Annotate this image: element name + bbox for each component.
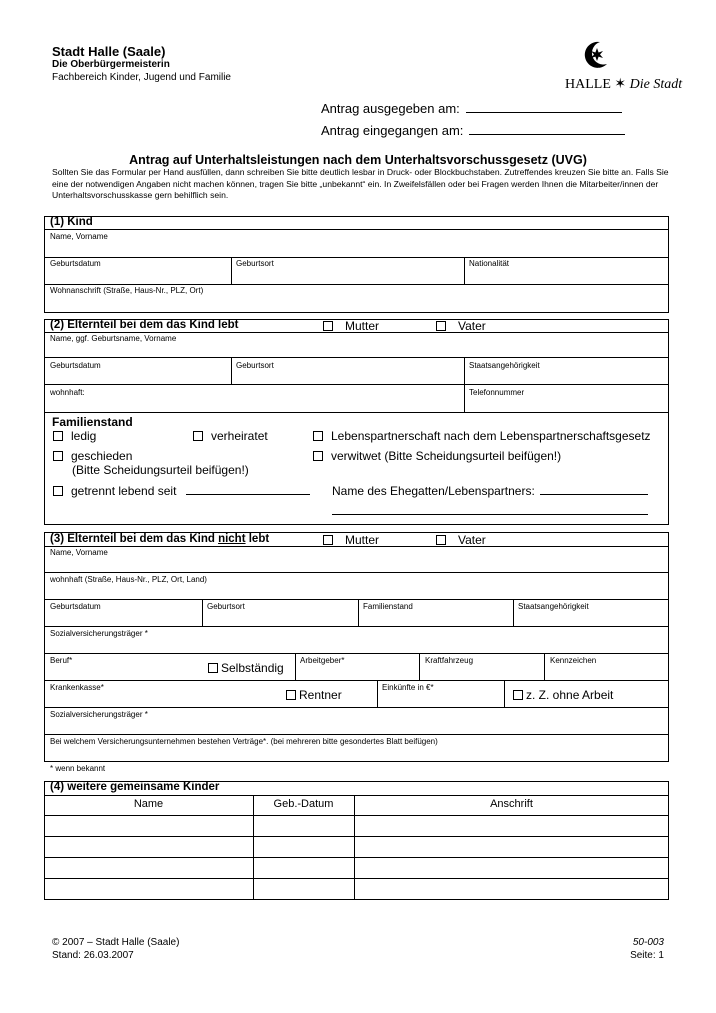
elternteil-nicht-name-field[interactable]: Name, Vorname — [50, 548, 108, 557]
antrag-eingegangen-label: Antrag eingegangen am: — [321, 123, 464, 138]
halle-logo-icon — [583, 40, 609, 70]
vater-checkbox[interactable] — [436, 535, 446, 545]
elternteil-lebt-vater-option[interactable] — [436, 319, 486, 333]
section-elternteil-lebt-title: (2) Elternteil bei dem das Kind lebt — [50, 319, 239, 331]
elternteil-lebt-telefon-field[interactable]: Telefonnummer — [469, 388, 525, 397]
form-title: Antrag auf Unterhaltsleistungen nach dem Unterhaltsvorschussgesetz (UVG) — [129, 153, 587, 167]
section-kinder-title: (4) weitere gemeinsame Kinder — [50, 781, 220, 793]
elternteil-nicht-title-pre: (3) Elternteil bei dem das Kind — [50, 533, 219, 545]
verheiratet-option[interactable] — [193, 429, 268, 443]
elternteil-lebt-mutter-option[interactable] — [323, 319, 379, 333]
elternteil-lebt-wohnhaft-field[interactable]: wohnhaft: — [50, 388, 85, 397]
elternteil-lebt-staatsangehoerigkeit-field[interactable]: Staatsangehörigkeit — [469, 361, 540, 370]
elternteil-nicht-mutter-option[interactable] — [323, 533, 379, 547]
ehegatte-label: Name des Ehegatten/Lebenspartners: — [332, 484, 535, 498]
vater-label: Vater — [458, 533, 486, 547]
verwitwet-option[interactable] — [313, 449, 561, 463]
halle-logo-text — [565, 76, 682, 93]
lebenspartnerschaft-label: Lebenspartnerschaft nach dem Lebenspartnerschaftsgesetz — [331, 429, 651, 443]
kennzeichen-field[interactable]: Kennzeichen — [550, 656, 597, 665]
geschieden-hint: (Bitte Scheidungsurteil beifügen!) — [72, 463, 249, 477]
ledig-label: ledig — [71, 429, 97, 443]
ledig-checkbox[interactable] — [53, 431, 63, 441]
kind-geburtsdatum-field[interactable]: Geburtsdatum — [50, 259, 101, 268]
elternteil-lebt-name-field[interactable]: Name, ggf. Geburtsname, Vorname — [50, 334, 177, 343]
elternteil-nicht-vater-option[interactable] — [436, 533, 486, 547]
antrag-eingegangen — [321, 122, 625, 138]
ledig-option[interactable] — [53, 429, 96, 443]
elternteil-lebt-geburtsdatum-field[interactable]: Geburtsdatum — [50, 361, 101, 370]
elternteil-nicht-staatsangehoerigkeit-field[interactable]: Staatsangehörigkeit — [518, 602, 589, 611]
vater-checkbox[interactable] — [436, 321, 446, 331]
logo-city: HALLE — [565, 77, 611, 92]
logo-star-icon: ✶ — [614, 77, 627, 92]
ohne-arbeit-option[interactable] — [513, 688, 613, 702]
antrag-ausgegeben-label: Antrag ausgegeben am: — [321, 101, 460, 116]
kinder-col-datum: Geb.-Datum — [273, 798, 334, 810]
office-name: Die Oberbürgermeisterin — [52, 59, 170, 70]
elternteil-nicht-wohnhaft-field[interactable]: wohnhaft (Straße, Haus-Nr., PLZ, Ort, Land) — [50, 575, 207, 584]
rentner-label: Rentner — [299, 688, 342, 702]
selbststaendig-checkbox[interactable] — [208, 663, 218, 673]
getrennt-label: getrennt lebend seit — [71, 484, 177, 498]
form-intro: Sollten Sie das Formular per Hand ausfüllen, dann schreiben Sie bitte deutlich lesbar in Druck- oder Blockbuchstaben. Zutreffendes kreuzen Sie bitte an. Falls Sie eine der notwendigen Angaben nicht machen können, tragen Sie bitte „unbekannt“ ein. In Zweifelsfällen oder bei Fragen werden Ihnen die Mitarbeiter/innen der Unterhaltsvorschusskasse gern behilflich sein. — [52, 167, 669, 200]
kinder-col-name: Name — [133, 798, 164, 810]
getrennt-seit-field[interactable] — [186, 494, 310, 495]
ehegatte-name-field-2[interactable] — [332, 514, 648, 515]
department-name: Fachbereich Kinder, Jugend und Familie — [52, 72, 231, 83]
beruf-field[interactable]: Beruf* — [50, 656, 73, 665]
footer-seite: Seite: 1 — [630, 950, 664, 961]
kind-name-field[interactable]: Name, Vorname — [50, 232, 108, 241]
section-kind-title: (1) Kind — [50, 216, 93, 228]
geschieden-label: geschieden — [71, 449, 133, 463]
mutter-checkbox[interactable] — [323, 321, 333, 331]
rentner-checkbox[interactable] — [286, 690, 296, 700]
elternteil-nicht-title-post: lebt — [245, 533, 270, 545]
antrag-ausgegeben-field[interactable] — [466, 100, 622, 113]
mutter-label: Mutter — [345, 319, 380, 333]
getrennt-option[interactable] — [53, 484, 176, 498]
einkuenfte-field[interactable]: Einkünfte in €* — [382, 683, 434, 692]
antrag-ausgegeben — [321, 100, 622, 116]
verwitwet-label: verwitwet (Bitte Scheidungsurteil beifügen!) — [331, 449, 562, 463]
footer-form-no: 50-003 — [632, 937, 664, 948]
footer-stand: Stand: 26.03.2007 — [52, 950, 134, 961]
kinder-col-anschrift: Anschrift — [490, 798, 533, 810]
familienstand-heading: Familienstand — [52, 415, 133, 429]
kraftfahrzeug-field[interactable]: Kraftfahrzeug — [425, 656, 474, 665]
sozialversicherung-field-2[interactable]: Sozialversicherungsträger * — [50, 710, 148, 719]
elternteil-nicht-geburtsdatum-field[interactable]: Geburtsdatum — [50, 602, 101, 611]
versicherung-field[interactable]: Bei welchem Versicherungsunternehmen bestehen Verträge*. (bei mehreren bitte gesondertes Blatt beifügen) — [50, 737, 438, 746]
mutter-label: Mutter — [345, 533, 380, 547]
getrennt-checkbox[interactable] — [53, 486, 63, 496]
geschieden-checkbox[interactable] — [53, 451, 63, 461]
selbststaendig-label: Selbständig — [221, 661, 284, 675]
verwitwet-checkbox[interactable] — [313, 451, 323, 461]
elternteil-lebt-geburtsort-field[interactable]: Geburtsort — [236, 361, 274, 370]
mutter-checkbox[interactable] — [323, 535, 333, 545]
logo-tagline: Die Stadt — [629, 77, 683, 92]
krankenkasse-field[interactable]: Krankenkasse* — [50, 683, 104, 692]
kind-geburtsort-field[interactable]: Geburtsort — [236, 259, 274, 268]
verheiratet-label: verheiratet — [211, 429, 268, 443]
city-name: Stadt Halle (Saale) — [52, 44, 166, 59]
lebenspartnerschaft-option[interactable] — [313, 429, 651, 443]
kind-wohnanschrift-field[interactable]: Wohnanschrift (Straße, Haus-Nr., PLZ, Ort) — [50, 286, 204, 295]
section-kind — [44, 216, 669, 313]
vater-label: Vater — [458, 319, 486, 333]
elternteil-nicht-title-nicht: nicht — [218, 533, 246, 545]
elternteil-nicht-geburtsort-field[interactable]: Geburtsort — [207, 602, 245, 611]
ohne-arbeit-label: z. Z. ohne Arbeit — [526, 688, 614, 702]
sozialversicherung-field-1[interactable]: Sozialversicherungsträger * — [50, 629, 148, 638]
arbeitgeber-field[interactable]: Arbeitgeber* — [300, 656, 345, 665]
antrag-eingegangen-field[interactable] — [469, 122, 625, 135]
verheiratet-checkbox[interactable] — [193, 431, 203, 441]
section-elternteil-nicht-title — [50, 533, 269, 545]
geschieden-option[interactable] — [53, 449, 132, 463]
elternteil-nicht-familienstand-field[interactable]: Familienstand — [363, 602, 413, 611]
footer-copyright: © 2007 – Stadt Halle (Saale) — [52, 937, 180, 948]
selbststaendig-option[interactable] — [208, 661, 284, 675]
ehegatte-name-field[interactable] — [540, 494, 648, 495]
footnote-wenn-bekannt: * wenn bekannt — [50, 764, 106, 773]
ohne-arbeit-checkbox[interactable] — [513, 690, 523, 700]
section-elternteil-nicht — [44, 532, 669, 762]
rentner-option[interactable] — [286, 688, 342, 702]
kind-nationalitaet-field[interactable]: Nationalität — [469, 259, 510, 268]
lebenspartnerschaft-checkbox[interactable] — [313, 431, 323, 441]
